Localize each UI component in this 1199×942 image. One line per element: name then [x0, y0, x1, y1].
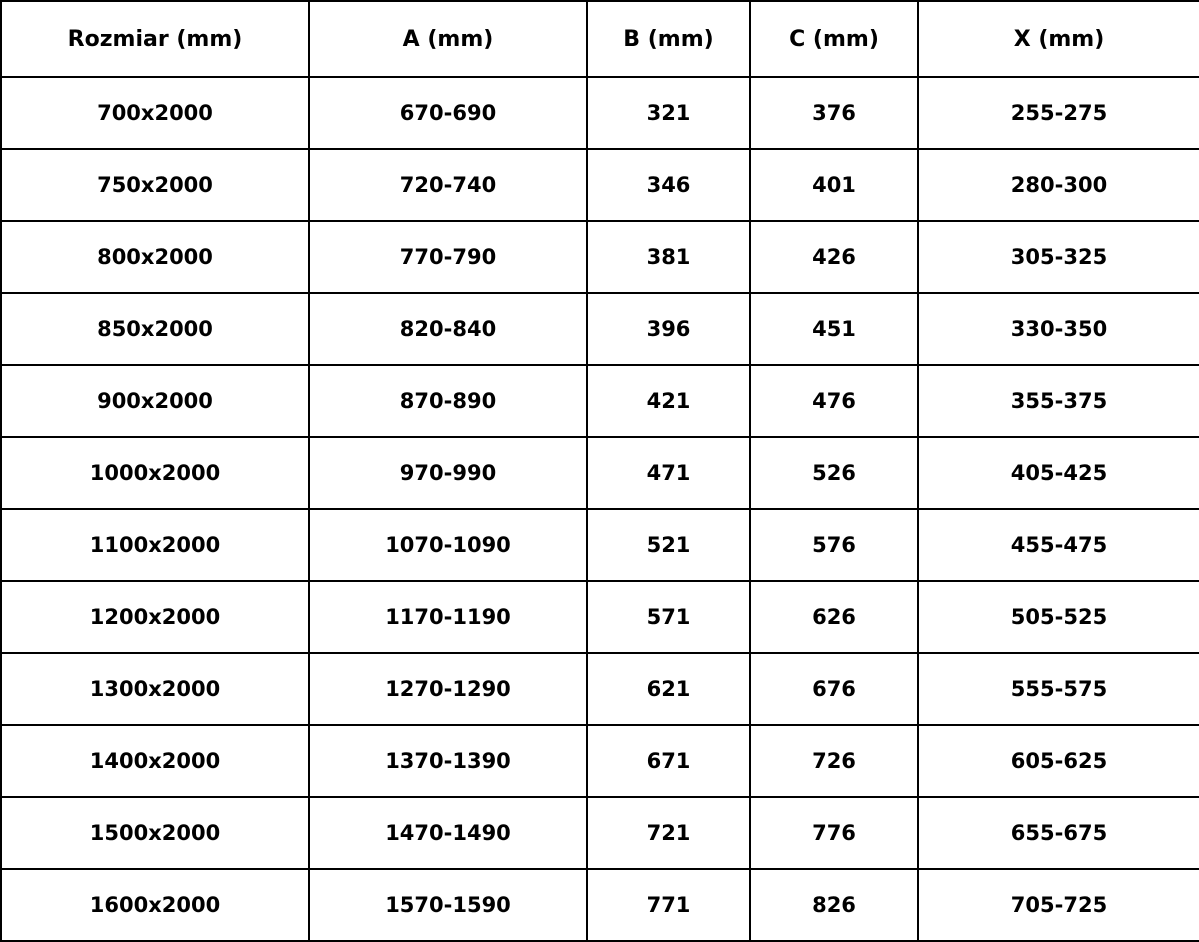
column-header-c: C (mm): [750, 1, 918, 77]
cell-c: 451: [750, 293, 918, 365]
table-row: [1, 437, 1199, 509]
cell-x: 555-575: [918, 653, 1199, 725]
cell-b: 621: [587, 653, 750, 725]
cell-x: 330-350: [918, 293, 1199, 365]
cell-x: 280-300: [918, 149, 1199, 221]
cell-a: 1170-1190: [309, 581, 587, 653]
table-row: [1, 365, 1199, 437]
table-header-row: [1, 1, 1199, 77]
cell-x: 355-375: [918, 365, 1199, 437]
cell-b: 346: [587, 149, 750, 221]
cell-b: 671: [587, 725, 750, 797]
cell-b: 471: [587, 437, 750, 509]
cell-c: 401: [750, 149, 918, 221]
cell-b: 521: [587, 509, 750, 581]
cell-x: 455-475: [918, 509, 1199, 581]
cell-b: 321: [587, 77, 750, 149]
cell-x: 305-325: [918, 221, 1199, 293]
cell-rozmiar: 1200x2000: [1, 581, 309, 653]
cell-a: 970-990: [309, 437, 587, 509]
cell-x: 655-675: [918, 797, 1199, 869]
table-row: [1, 797, 1199, 869]
cell-a: 1470-1490: [309, 797, 587, 869]
cell-c: 676: [750, 653, 918, 725]
cell-c: 376: [750, 77, 918, 149]
cell-c: 576: [750, 509, 918, 581]
cell-rozmiar: 1500x2000: [1, 797, 309, 869]
cell-x: 505-525: [918, 581, 1199, 653]
cell-c: 526: [750, 437, 918, 509]
cell-c: 626: [750, 581, 918, 653]
column-header-rozmiar: Rozmiar (mm): [1, 1, 309, 77]
cell-rozmiar: 1400x2000: [1, 725, 309, 797]
cell-b: 421: [587, 365, 750, 437]
cell-a: 670-690: [309, 77, 587, 149]
cell-x: 605-625: [918, 725, 1199, 797]
cell-rozmiar: 700x2000: [1, 77, 309, 149]
cell-x: 705-725: [918, 869, 1199, 941]
cell-b: 721: [587, 797, 750, 869]
cell-a: 1370-1390: [309, 725, 587, 797]
cell-x: 405-425: [918, 437, 1199, 509]
table-row: [1, 293, 1199, 365]
cell-rozmiar: 1300x2000: [1, 653, 309, 725]
column-header-x: X (mm): [918, 1, 1199, 77]
cell-b: 771: [587, 869, 750, 941]
table-row: [1, 77, 1199, 149]
cell-rozmiar: 1600x2000: [1, 869, 309, 941]
cell-c: 776: [750, 797, 918, 869]
cell-b: 571: [587, 581, 750, 653]
cell-a: 820-840: [309, 293, 587, 365]
cell-rozmiar: 1100x2000: [1, 509, 309, 581]
table-row: [1, 653, 1199, 725]
table-row: [1, 509, 1199, 581]
table-row: [1, 725, 1199, 797]
column-header-b: B (mm): [587, 1, 750, 77]
cell-rozmiar: 900x2000: [1, 365, 309, 437]
table-row: [1, 149, 1199, 221]
cell-a: 1570-1590: [309, 869, 587, 941]
column-header-a: A (mm): [309, 1, 587, 77]
cell-rozmiar: 750x2000: [1, 149, 309, 221]
table-row: [1, 221, 1199, 293]
cell-a: 1070-1090: [309, 509, 587, 581]
table-row: [1, 581, 1199, 653]
cell-c: 726: [750, 725, 918, 797]
cell-a: 870-890: [309, 365, 587, 437]
table-row: [1, 869, 1199, 941]
cell-a: 720-740: [309, 149, 587, 221]
cell-a: 1270-1290: [309, 653, 587, 725]
cell-x: 255-275: [918, 77, 1199, 149]
cell-rozmiar: 850x2000: [1, 293, 309, 365]
cell-b: 396: [587, 293, 750, 365]
cell-c: 826: [750, 869, 918, 941]
cell-c: 426: [750, 221, 918, 293]
cell-a: 770-790: [309, 221, 587, 293]
cell-rozmiar: 800x2000: [1, 221, 309, 293]
cell-c: 476: [750, 365, 918, 437]
cell-rozmiar: 1000x2000: [1, 437, 309, 509]
cell-b: 381: [587, 221, 750, 293]
